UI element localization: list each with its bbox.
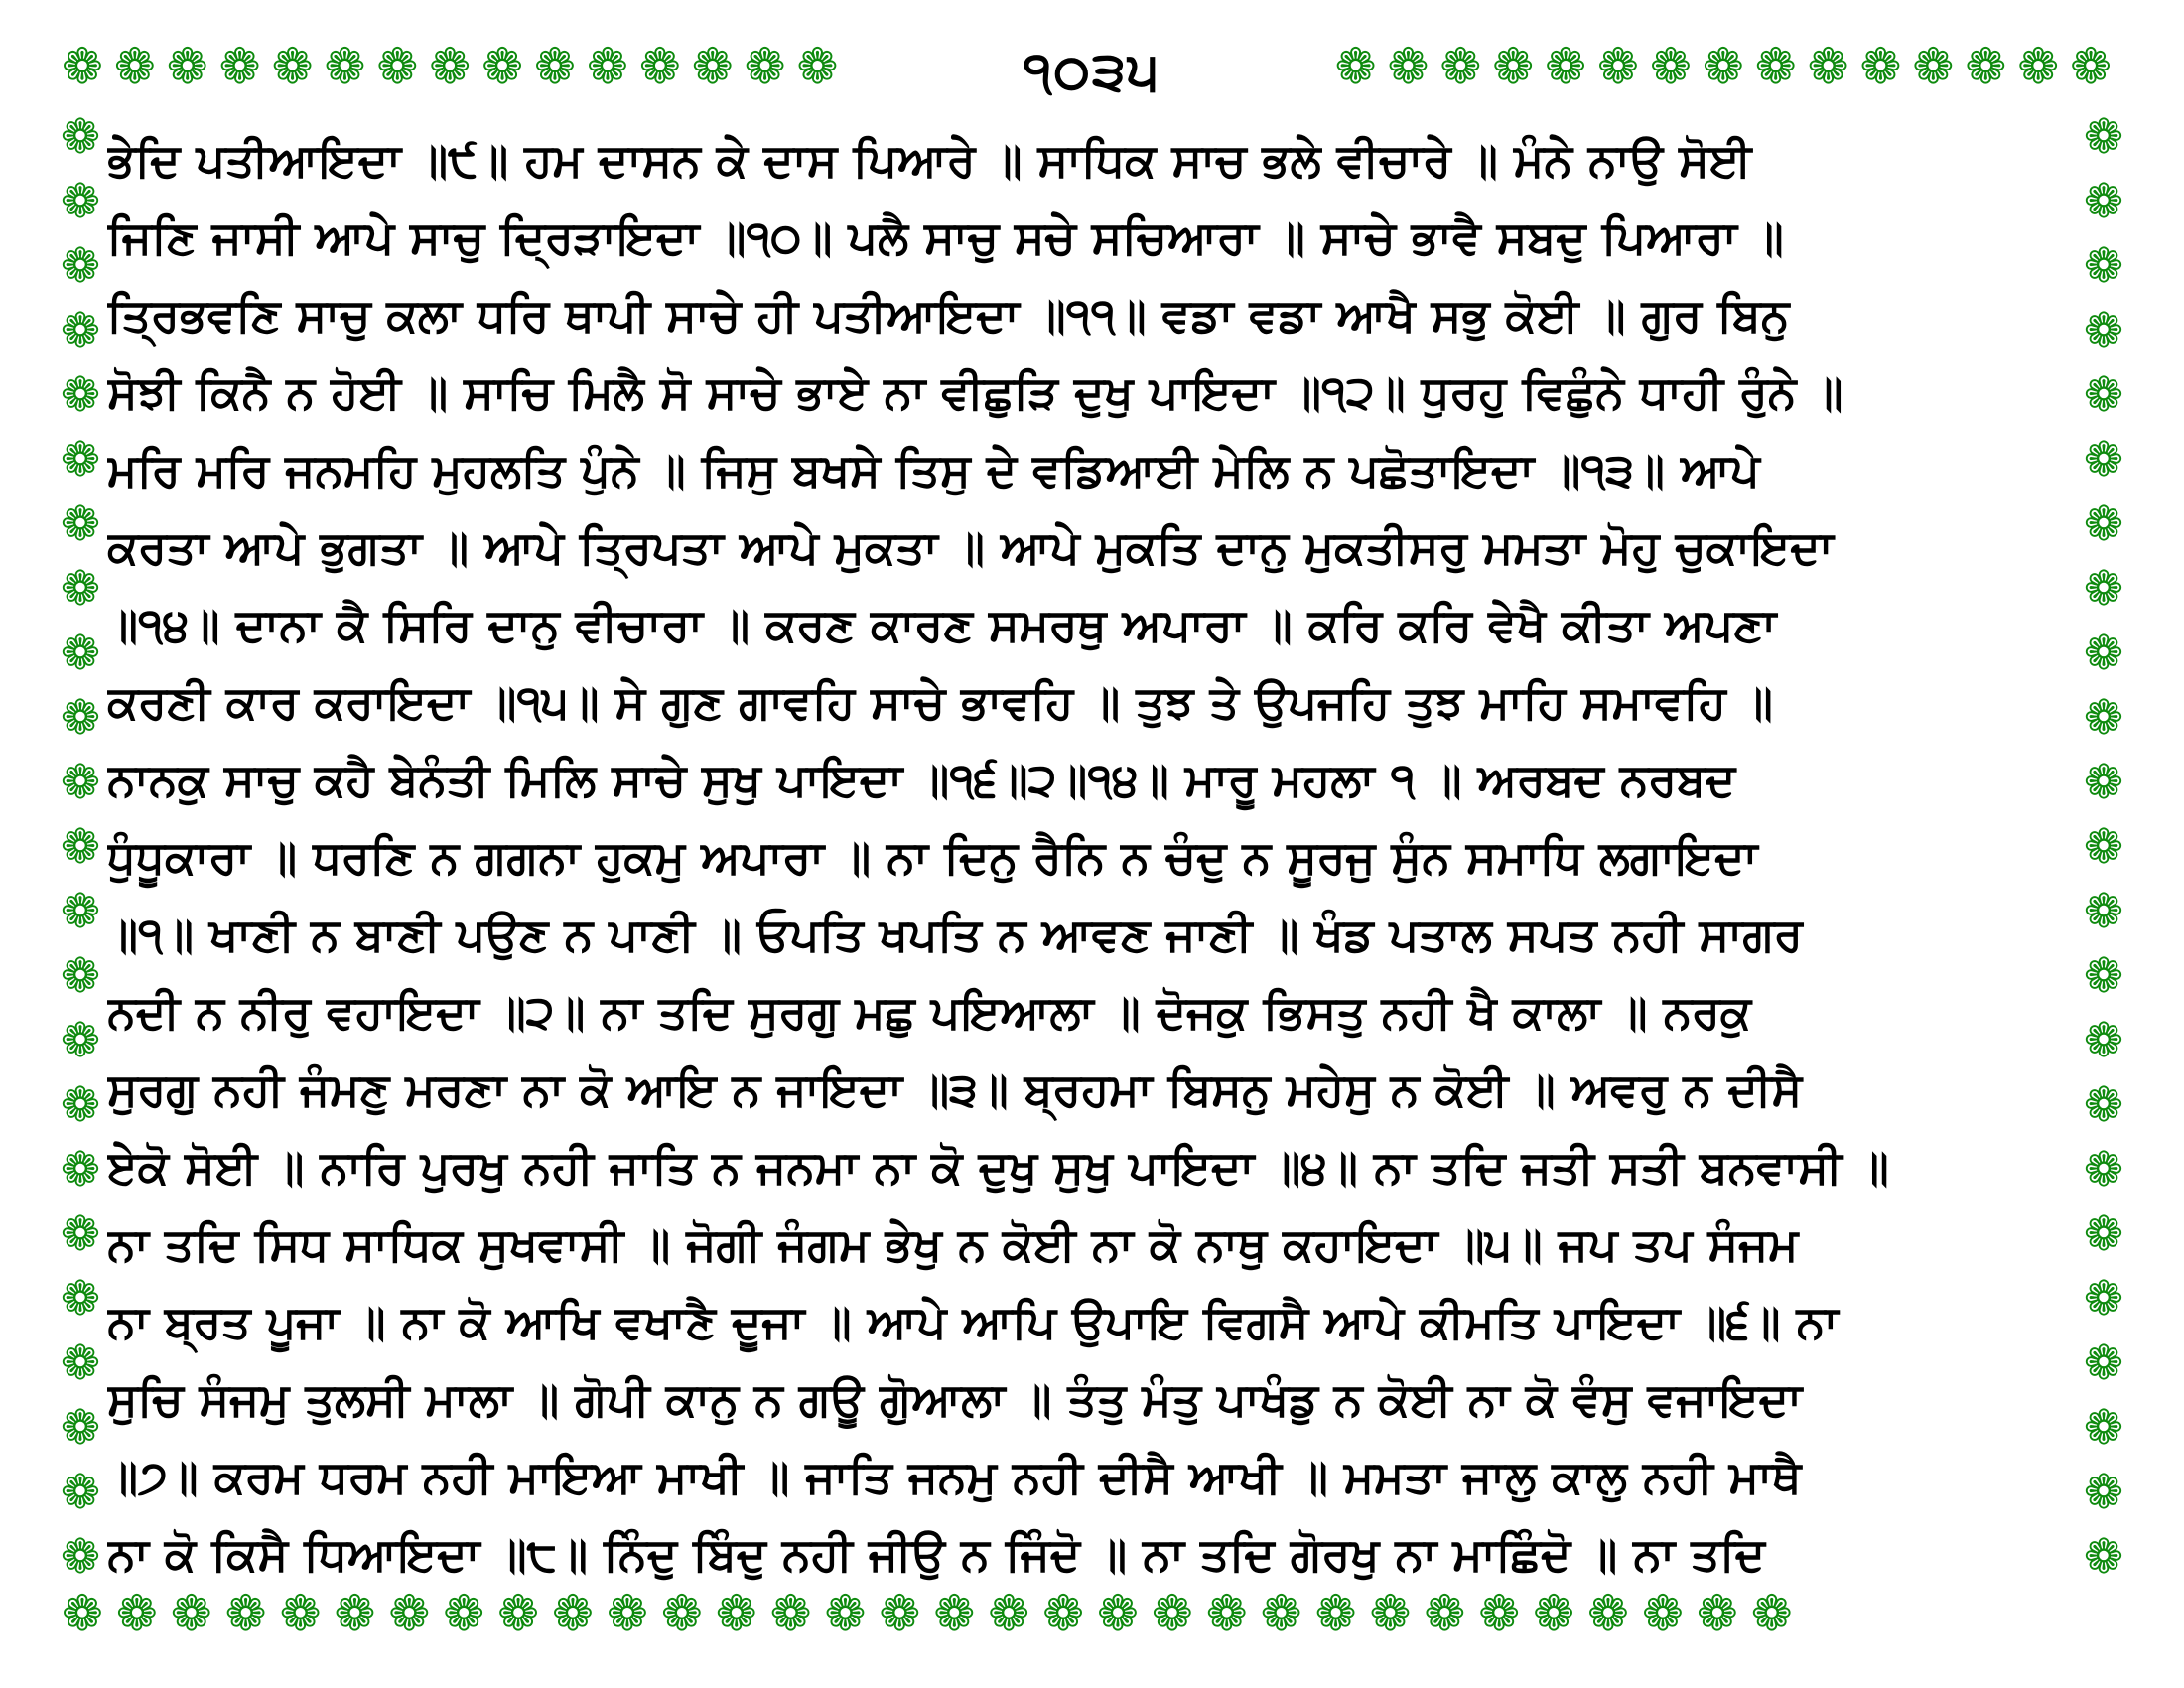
scripture-line: ਜਿਣਿ ਜਾਸੀ ਆਪੇ ਸਾਚੁ ਦ੍ਰਿੜਾਇਦਾ ॥੧੦॥ ਪਲੈ ਸਾਚੁ ਸਚੇ ਸਚਿਆਰਾ ॥ ਸਾਚੇ ਭਾਵੈ ਸਬਦੁ ਪਿਆਰਾ ॥ [107, 211, 1784, 264]
flower-border-bottom-icon: ❁❁❁❁❁❁❁❁❁❁❁❁❁❁❁❁❁❁❁❁❁❁❁❁❁❁❁❁❁❁❁❁ [62, 1585, 1806, 1642]
flower-border-top-right-icon: ❁❁❁❁❁❁❁❁❁❁❁❁❁❁❁ [1334, 38, 2122, 95]
flower-border-left-icon: ❁❁❁❁❁❁❁❁❁❁❁❁❁❁❁❁❁❁❁❁❁❁❁ [60, 109, 101, 1585]
scripture-line: ਧੁੰਧੂਕਾਰਾ ॥ ਧਰਣਿ ਨ ਗਗਨਾ ਹੁਕਮੁ ਅਪਾਰਾ ॥ ਨਾ ਦਿਨੁ ਰੈਨਿ ਨ ਚੰਦੁ ਨ ਸੂਰਜੁ ਸੁੰਨ ਸਮਾਧਿ ਲਗਾਇਦਾ [107, 830, 1758, 884]
scripture-line: ਸੁਚਿ ਸੰਜਮੁ ਤੁਲਸੀ ਮਾਲਾ ॥ ਗੋਪੀ ਕਾਨੁ ਨ ਗਊ ਗੁੋਆਲਾ ॥ ਤੰਤੁ ਮੰਤੁ ਪਾਖੰਡੁ ਨ ਕੋਈ ਨਾ ਕੋ ਵੰਸੁ ਵਜਾਇਦਾ [107, 1372, 1803, 1426]
scripture-line: ਨਾ ਤਦਿ ਸਿਧ ਸਾਧਿਕ ਸੁਖਵਾਸੀ ॥ ਜੋਗੀ ਜੰਗਮ ਭੇਖੁ ਨ ਕੋਈ ਨਾ ਕੋ ਨਾਥੁ ਕਹਾਇਦਾ ॥੫॥ ਜਪ ਤਪ ਸੰਜਮ [107, 1217, 1799, 1271]
scripture-line: ਮਰਿ ਮਰਿ ਜਨਮਹਿ ਮੁਹਲਤਿ ਪੁੰਨੇ ॥ ਜਿਸੁ ਬਖਸੇ ਤਿਸੁ ਦੇ ਵਡਿਆਈ ਮੇਲਿ ਨ ਪਛੋਤਾਇਦਾ ॥੧੩॥ ਆਪੇ [107, 443, 1760, 496]
scripture-line: ਤ੍ਰਿਭਵਣਿ ਸਾਚੁ ਕਲਾ ਧਰਿ ਥਾਪੀ ਸਾਚੇ ਹੀ ਪਤੀਆਇਦਾ ॥੧੧॥ ਵਡਾ ਵਡਾ ਆਖੈ ਸਭੁ ਕੋਈ ॥ ਗੁਰ ਬਿਨੁ [107, 288, 1790, 342]
scripture-line: ਨਾਨਕੁ ਸਾਚੁ ਕਹੈ ਬੇਨੰਤੀ ਮਿਲਿ ਸਾਚੇ ਸੁਖੁ ਪਾਇਦਾ ॥੧੬॥੨॥੧੪॥ ਮਾਰੂ ਮਹਲਾ ੧ ॥ ਅਰਬਦ ਨਰਬਦ [107, 753, 1736, 806]
scripture-line: ॥੧॥ ਖਾਣੀ ਨ ਬਾਣੀ ਪਉਣ ਨ ਪਾਣੀ ॥ ਓਪਤਿ ਖਪਤਿ ਨ ਆਵਣ ਜਾਣੀ ॥ ਖੰਡ ਪਤਾਲ ਸਪਤ ਨਹੀ ਸਾਗਰ [107, 908, 1803, 961]
flower-border-right-icon: ❁❁❁❁❁❁❁❁❁❁❁❁❁❁❁❁❁❁❁❁❁❁❁ [2083, 109, 2124, 1585]
scripture-line: ਨਦੀ ਨ ਨੀਰੁ ਵਹਾਇਦਾ ॥੨॥ ਨਾ ਤਦਿ ਸੁਰਗੁ ਮਛੁ ਪਇਆਲਾ ॥ ਦੋਜਕੁ ਭਿਸਤੁ ਨਹੀ ਖੈ ਕਾਲਾ ॥ ਨਰਕੁ [107, 985, 1752, 1039]
scripture-line: ਸੁਰਗੁ ਨਹੀ ਜੰਮਣੁ ਮਰਣਾ ਨਾ ਕੋ ਆਇ ਨ ਜਾਇਦਾ ॥੩॥ ਬ੍ਰਹਮਾ ਬਿਸਨੁ ਮਹੇਸੁ ਨ ਕੋਈ ॥ ਅਵਰੁ ਨ ਦੀਸੈ [107, 1062, 1803, 1116]
scripture-line: ਕਰਣੀ ਕਾਰ ਕਰਾਇਦਾ ॥੧੫॥ ਸੇ ਗੁਣ ਗਾਵਹਿ ਸਾਚੇ ਭਾਵਹਿ ॥ ਤੁਝ ਤੇ ਉਪਜਹਿ ਤੁਝ ਮਾਹਿ ਸਮਾਵਹਿ ॥ [107, 675, 1773, 729]
scripture-line: ਸੋਝੀ ਕਿਨੈ ਨ ਹੋਈ ॥ ਸਾਚਿ ਮਿਲੈ ਸੋ ਸਾਚੇ ਭਾਏ ਨਾ ਵੀਛੁੜਿ ਦੁਖੁ ਪਾਇਦਾ ॥੧੨॥ ਧੁਰਹੁ ਵਿਛੁੰਨੇ ਧਾਹੀ ਰੁੰਨੇ ॥ [107, 365, 1843, 419]
scripture-line: ॥੭॥ ਕਰਮ ਧਰਮ ਨਹੀ ਮਾਇਆ ਮਾਖੀ ॥ ਜਾਤਿ ਜਨਮੁ ਨਹੀ ਦੀਸੈ ਆਖੀ ॥ ਮਮਤਾ ਜਾਲੁ ਕਾਲੁ ਨਹੀ ਮਾਥੈ [107, 1450, 1802, 1503]
scripture-line: ਕਰਤਾ ਆਪੇ ਭੁਗਤਾ ॥ ਆਪੇ ਤ੍ਰਿਪਤਾ ਆਪੇ ਮੁਕਤਾ ॥ ਆਪੇ ਮੁਕਤਿ ਦਾਨੁ ਮੁਕਤੀਸਰੁ ਮਮਤਾ ਮੋਹੁ ਚੁਕਾਇਦਾ [107, 520, 1834, 574]
flower-border-top-left-icon: ❁❁❁❁❁❁❁❁❁❁❁❁❁❁❁ [62, 38, 850, 95]
page-number: ੧੦੩੫ [1023, 40, 1161, 102]
scripture-line: ਨਾ ਬ੍ਰਤ ਪੂਜਾ ॥ ਨਾ ਕੋ ਆਖਿ ਵਖਾਣੈ ਦੂਜਾ ॥ ਆਪੇ ਆਪਿ ਉਪਾਇ ਵਿਗਸੈ ਆਪੇ ਕੀਮਤਿ ਪਾਇਦਾ ॥੬॥ ਨਾ [107, 1295, 1839, 1348]
scripture-line: ਭੇਦਿ ਪਤੀਆਇਦਾ ॥੯॥ ਹਮ ਦਾਸਨ ਕੇ ਦਾਸ ਪਿਆਰੇ ॥ ਸਾਧਿਕ ਸਾਚ ਭਲੇ ਵੀਚਾਰੇ ॥ ਮੰਨੇ ਨਾਉ ਸੋਈ [107, 133, 1752, 187]
scripture-text-block [107, 121, 2085, 1593]
scripture-line: ਏਕੋ ਸੋਈ ॥ ਨਾਰਿ ਪੁਰਖੁ ਨਹੀ ਜਾਤਿ ਨ ਜਨਮਾ ਨਾ ਕੋ ਦੁਖੁ ਸੁਖੁ ਪਾਇਦਾ ॥੪॥ ਨਾ ਤਦਿ ਜਤੀ ਸਤੀ ਬਨਵਾਸੀ ॥ [107, 1140, 1889, 1194]
scripture-line: ਨਾ ਕੋ ਕਿਸੈ ਧਿਆਇਦਾ ॥੮॥ ਨਿੰਦੁ ਬਿੰਦੁ ਨਹੀ ਜੀਉ ਨ ਜਿੰਦੋ ॥ ਨਾ ਤਦਿ ਗੋਰਖੁ ਨਾ ਮਾਛਿੰਦੋ ॥ ਨਾ ਤਦਿ [107, 1527, 1765, 1581]
scripture-line: ॥੧੪॥ ਦਾਨਾ ਕੈ ਸਿਰਿ ਦਾਨੁ ਵੀਚਾਰਾ ॥ ਕਰਣ ਕਾਰਣ ਸਮਰਥੁ ਅਪਾਰਾ ॥ ਕਰਿ ਕਰਿ ਵੇਖੈ ਕੀਤਾ ਅਪਣਾ [107, 598, 1777, 651]
